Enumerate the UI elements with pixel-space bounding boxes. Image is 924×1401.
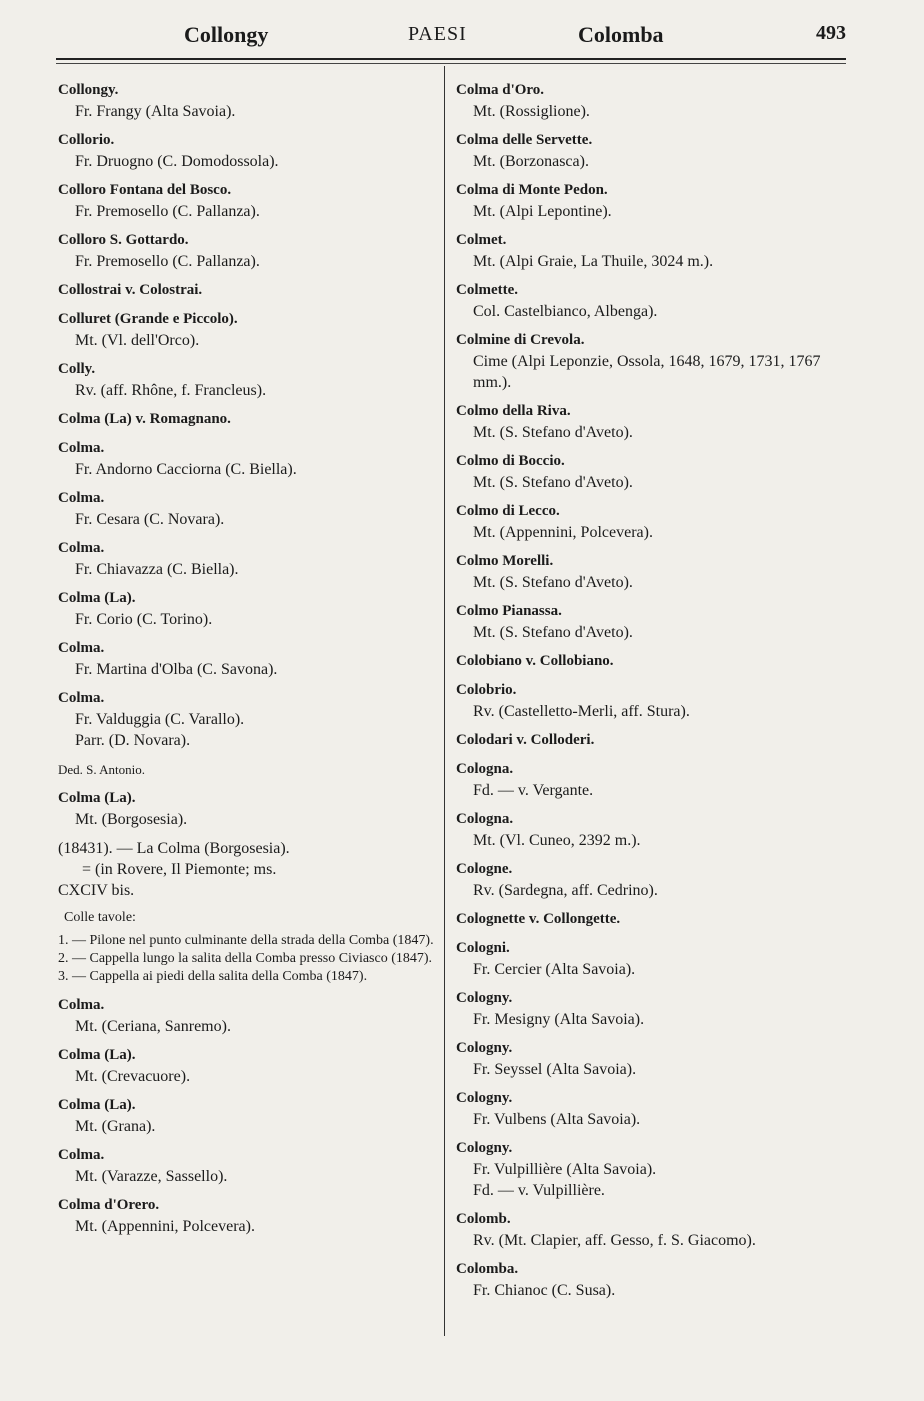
entry-title: Colma. bbox=[58, 640, 105, 656]
left-column bbox=[58, 80, 436, 1245]
gazetteer-entry bbox=[58, 280, 436, 301]
gazetteer-entry bbox=[456, 1259, 834, 1301]
plates-list bbox=[58, 909, 436, 985]
plate-item: 3. — Cappella ai piedi della salita della Comba (1847). bbox=[58, 969, 368, 984]
gazetteer-entry bbox=[456, 1038, 834, 1080]
gazetteer-entry bbox=[58, 759, 436, 780]
entry-detail: Mt. (Varazze, Sassello). bbox=[75, 1168, 228, 1185]
gazetteer-entry bbox=[58, 359, 436, 401]
entry-detail: Rv. (Sardegna, aff. Cedrino). bbox=[473, 882, 658, 899]
column-divider bbox=[444, 66, 445, 1336]
entry-detail: Mt. (Grana). bbox=[75, 1118, 156, 1135]
entry-detail: Fr. Vulpillière (Alta Savoia). bbox=[473, 1161, 657, 1178]
entry-detail: Mt. (Borgosesia). bbox=[75, 811, 188, 828]
gazetteer-entry bbox=[456, 809, 834, 851]
entry-title: Colobiano v. Collobiano. bbox=[456, 653, 614, 669]
entry-title: Colobrio. bbox=[456, 682, 517, 698]
entry-detail: Fr. Martina d'Olba (C. Savona). bbox=[75, 661, 278, 678]
gazetteer-entry bbox=[58, 1095, 436, 1137]
gazetteer-entry bbox=[58, 688, 436, 751]
entry-title: Colma. bbox=[58, 540, 105, 556]
entry-title: Cologne. bbox=[456, 861, 513, 877]
right-column bbox=[456, 80, 834, 1309]
entry-detail: Fr. Cesara (C. Novara). bbox=[75, 511, 225, 528]
citation-line-3: CXCIV bis. bbox=[58, 882, 135, 899]
gazetteer-entry bbox=[58, 488, 436, 530]
entry-detail: Fr. Premosello (C. Pallanza). bbox=[75, 203, 260, 220]
gazetteer-entry bbox=[58, 130, 436, 172]
gazetteer-entry bbox=[456, 180, 834, 222]
gazetteer-entry bbox=[58, 638, 436, 680]
entry-detail: Rv. (aff. Rhône, f. Francleus). bbox=[75, 382, 267, 399]
entry-title: Colma delle Servette. bbox=[456, 132, 593, 148]
gazetteer-entry bbox=[456, 330, 834, 393]
entry-title: Colma d'Orero. bbox=[58, 1197, 160, 1213]
gazetteer-entry bbox=[58, 1145, 436, 1187]
gazetteer-entry bbox=[456, 551, 834, 593]
entry-detail: Mt. (Crevacuore). bbox=[75, 1068, 191, 1085]
entry-title: Colma (La). bbox=[58, 1047, 136, 1063]
entry-title: Colmine di Crevola. bbox=[456, 332, 585, 348]
entry-title: Cologni. bbox=[456, 940, 510, 956]
gazetteer-entry bbox=[58, 309, 436, 351]
entry-title: Colma. bbox=[58, 690, 105, 706]
entry-detail: Fr. Chiavazza (C. Biella). bbox=[75, 561, 239, 578]
left-entries bbox=[58, 80, 436, 830]
page-number: 493 bbox=[816, 22, 846, 44]
gazetteer-entry bbox=[456, 401, 834, 443]
entry-title: Colmet. bbox=[456, 232, 507, 248]
entry-detail: Fd. — v. Vulpillière. bbox=[473, 1182, 605, 1199]
entry-title: Colmo di Boccio. bbox=[456, 453, 565, 469]
gazetteer-entry bbox=[58, 1045, 436, 1087]
entry-title: Colma. bbox=[58, 997, 105, 1013]
entry-detail: Mt. (Borzonasca). bbox=[473, 153, 589, 170]
entry-detail: Mt. (Alpi Graie, La Thuile, 3024 m.). bbox=[473, 253, 714, 270]
gazetteer-entry bbox=[456, 938, 834, 980]
gazetteer-entry bbox=[58, 995, 436, 1037]
citation-line-1: (18431). — La Colma (Borgosesia). bbox=[58, 840, 290, 857]
citation-block bbox=[58, 838, 436, 901]
entry-detail: Mt. (S. Stefano d'Aveto). bbox=[473, 474, 633, 491]
entry-detail: Fr. Chianoc (C. Susa). bbox=[473, 1282, 616, 1299]
gazetteer-entry bbox=[58, 788, 436, 830]
entry-detail: Mt. (Appennini, Polcevera). bbox=[75, 1218, 255, 1235]
entry-detail: Fr. Druogno (C. Domodossola). bbox=[75, 153, 279, 170]
entry-detail: Ded. S. Antonio. bbox=[58, 762, 146, 777]
gazetteer-entry bbox=[456, 451, 834, 493]
entry-detail: Fr. Seyssel (Alta Savoia). bbox=[473, 1061, 637, 1078]
gazetteer-entry bbox=[456, 280, 834, 322]
entry-detail: Fr. Frangy (Alta Savoia). bbox=[75, 103, 236, 120]
entry-title: Colmo Morelli. bbox=[456, 553, 554, 569]
entry-title: Colmo di Lecco. bbox=[456, 503, 560, 519]
gazetteer-entry bbox=[58, 588, 436, 630]
entry-detail: Mt. (Vl. dell'Orco). bbox=[75, 332, 200, 349]
gazetteer-entry bbox=[456, 730, 834, 751]
plates-heading: Colle tavole: bbox=[64, 910, 136, 925]
entry-title: Cologna. bbox=[456, 811, 514, 827]
entry-title: Cologny. bbox=[456, 1090, 513, 1106]
left-tail-entries bbox=[58, 995, 436, 1237]
page-header bbox=[56, 22, 846, 54]
entry-detail: Rv. (Castelletto-Merli, aff. Stura). bbox=[473, 703, 690, 720]
entry-detail: Fr. Vulbens (Alta Savoia). bbox=[473, 1111, 641, 1128]
entry-title: Collostrai v. Colostrai. bbox=[58, 282, 203, 298]
gazetteer-entry bbox=[456, 230, 834, 272]
entry-title: Cologna. bbox=[456, 761, 514, 777]
gazetteer-entry bbox=[456, 909, 834, 930]
gazetteer-entry bbox=[456, 651, 834, 672]
entry-title: Colluret (Grande e Piccolo). bbox=[58, 311, 238, 327]
entry-title: Cologny. bbox=[456, 990, 513, 1006]
gazetteer-entry bbox=[58, 438, 436, 480]
entry-title: Colloro S. Gottardo. bbox=[58, 232, 189, 248]
plate-item: 1. — Pilone nel punto culminante della strada della Comba (1847). bbox=[58, 933, 434, 948]
entry-detail: Mt. (S. Stefano d'Aveto). bbox=[473, 624, 633, 641]
entry-title: Colma. bbox=[58, 490, 105, 506]
gazetteer-entry bbox=[456, 1088, 834, 1130]
entry-title: Colomba. bbox=[456, 1261, 519, 1277]
entry-title: Colma. bbox=[58, 440, 105, 456]
entry-detail: Mt. (S. Stefano d'Aveto). bbox=[473, 424, 633, 441]
gazetteer-entry bbox=[58, 180, 436, 222]
entry-title: Colma (La). bbox=[58, 790, 136, 806]
plate-item: 2. — Cappella lungo la salita della Comba presso Civiasco (1847). bbox=[58, 951, 433, 966]
header-rule-thin bbox=[56, 63, 846, 64]
entry-detail: Mt. (Vl. Cuneo, 2392 m.). bbox=[473, 832, 641, 849]
entry-title: Colma. bbox=[58, 1147, 105, 1163]
entry-title: Cologny. bbox=[456, 1040, 513, 1056]
entry-detail: Cime (Alpi Leponzie, Ossola, 1648, 1679, 1731, 1767 mm.). bbox=[473, 353, 821, 391]
gazetteer-entry bbox=[456, 601, 834, 643]
header-rule bbox=[56, 58, 846, 60]
entry-title: Colloro Fontana del Bosco. bbox=[58, 182, 232, 198]
entry-title: Colly. bbox=[58, 361, 96, 377]
entry-title: Cologny. bbox=[456, 1140, 513, 1156]
gazetteer-entry bbox=[456, 501, 834, 543]
entry-detail: Mt. (Appennini, Polcevera). bbox=[473, 524, 653, 541]
entry-detail: Fr. Andorno Cacciorna (C. Biella). bbox=[75, 461, 297, 478]
entry-detail: Fr. Premosello (C. Pallanza). bbox=[75, 253, 260, 270]
gazetteer-entry bbox=[456, 859, 834, 901]
entry-detail: Rv. (Mt. Clapier, aff. Gesso, f. S. Giacomo). bbox=[473, 1232, 756, 1249]
entry-detail: Mt. (S. Stefano d'Aveto). bbox=[473, 574, 633, 591]
gazetteer-entry bbox=[58, 230, 436, 272]
header-section: PAESI bbox=[408, 23, 467, 45]
entry-title: Colma di Monte Pedon. bbox=[456, 182, 608, 198]
entry-detail: Mt. (Rossiglione). bbox=[473, 103, 590, 120]
entry-detail: Fd. — v. Vergante. bbox=[473, 782, 594, 799]
gazetteer-entry bbox=[58, 538, 436, 580]
entry-title: Colma (La). bbox=[58, 1097, 136, 1113]
gazetteer-entry bbox=[58, 80, 436, 122]
entry-detail: Fr. Cercier (Alta Savoia). bbox=[473, 961, 636, 978]
gazetteer-entry bbox=[456, 1138, 834, 1201]
gazetteer-entry bbox=[456, 759, 834, 801]
gazetteer-entry bbox=[456, 988, 834, 1030]
entry-title: Colma (La) v. Romagnano. bbox=[58, 411, 231, 427]
gazetteer-entry bbox=[58, 409, 436, 430]
entry-title: Colmo Pianassa. bbox=[456, 603, 562, 619]
entry-title: Colodari v. Colloderi. bbox=[456, 732, 595, 748]
entry-title: Colomb. bbox=[456, 1211, 511, 1227]
header-right-word: Colomba bbox=[578, 22, 664, 47]
entry-detail: Fr. Mesigny (Alta Savoia). bbox=[473, 1011, 645, 1028]
entry-detail: Parr. (D. Novara). bbox=[75, 732, 191, 749]
entry-title: Colognette v. Collongette. bbox=[456, 911, 621, 927]
gazetteer-entry bbox=[456, 80, 834, 122]
entry-title: Colma d'Oro. bbox=[456, 82, 545, 98]
entry-title: Colmette. bbox=[456, 282, 519, 298]
gazetteer-entry bbox=[456, 130, 834, 172]
right-entries bbox=[456, 80, 834, 1301]
entry-title: Colmo della Riva. bbox=[456, 403, 571, 419]
citation-line-2: = (in Rovere, Il Piemonte; ms. bbox=[82, 861, 277, 878]
entry-detail: Mt. (Ceriana, Sanremo). bbox=[75, 1018, 231, 1035]
gazetteer-entry bbox=[58, 1195, 436, 1237]
entry-detail: Fr. Corio (C. Torino). bbox=[75, 611, 213, 628]
header-left-word: Collongy bbox=[184, 22, 269, 47]
gazetteer-entry bbox=[456, 1209, 834, 1251]
entry-detail: Col. Castelbianco, Albenga). bbox=[473, 303, 658, 320]
entry-detail: Mt. (Alpi Lepontine). bbox=[473, 203, 612, 220]
entry-title: Colma (La). bbox=[58, 590, 136, 606]
entry-title: Collorio. bbox=[58, 132, 115, 148]
gazetteer-entry bbox=[456, 680, 834, 722]
entry-title: Collongy. bbox=[58, 82, 119, 98]
entry-detail: Fr. Valduggia (C. Varallo). bbox=[75, 711, 245, 728]
